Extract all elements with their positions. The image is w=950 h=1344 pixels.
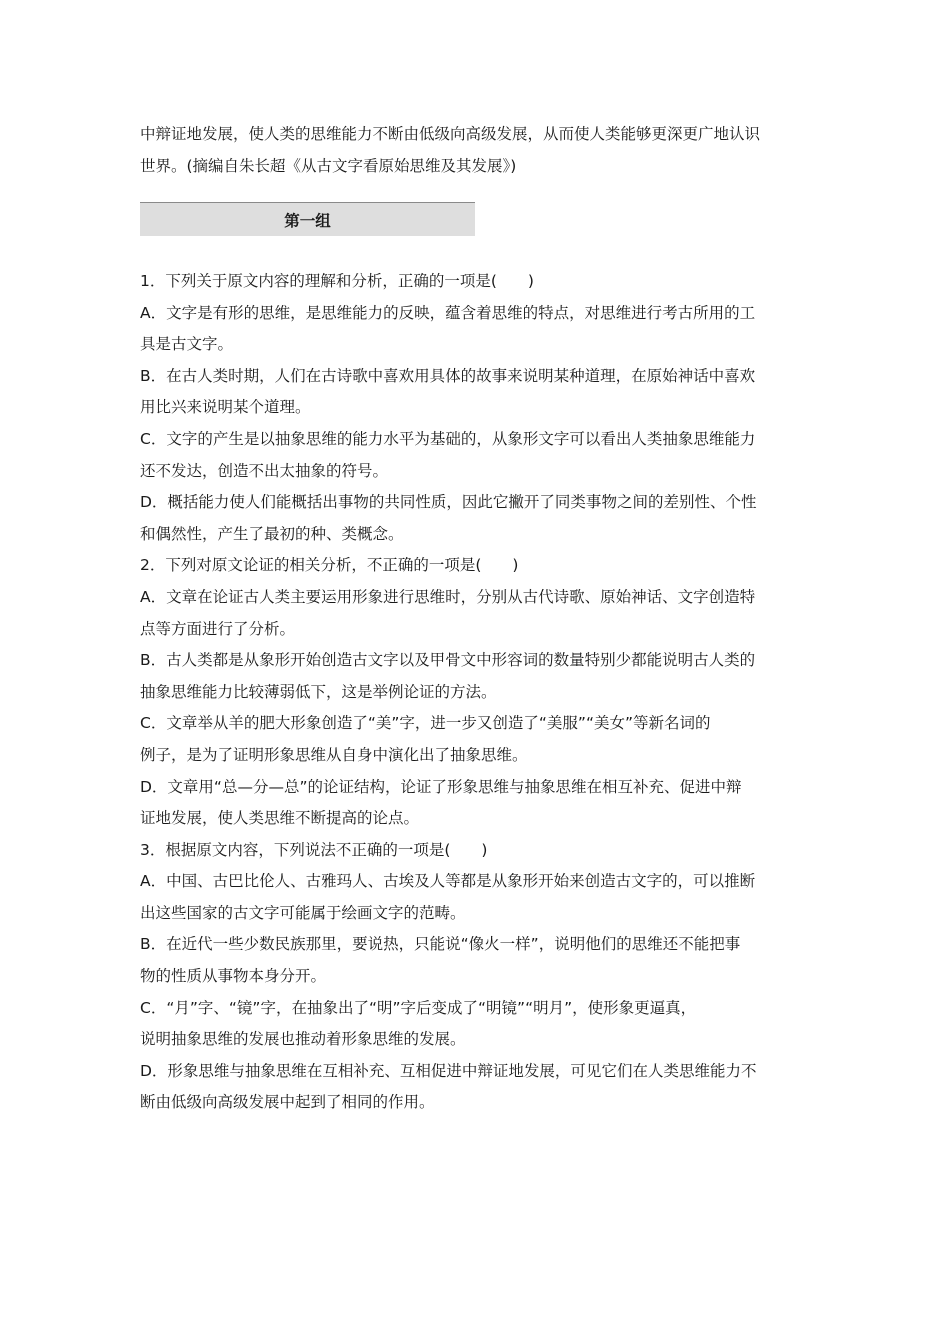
option-c bbox=[140, 993, 830, 1056]
question-stem: 3．根据原文内容，下列说法不正确的一项是( ) bbox=[140, 840, 488, 859]
option-line: 和偶然性，产生了最初的种、类概念。 bbox=[140, 524, 404, 543]
option-line: 抽象思维能力比较薄弱低下，这是举例论证的方法。 bbox=[140, 682, 497, 701]
option-a bbox=[140, 298, 830, 361]
option-d bbox=[140, 487, 830, 550]
option-line: C．“月”字、“镜”字，在抽象出了“明”字后变成了“明镜”“明月”，使形象更逼真， bbox=[140, 998, 697, 1017]
option-line: B．在近代一些少数民族那里，要说热，只能说“像火一样”，说明他们的思维还不能把事 bbox=[140, 935, 741, 954]
option-line: A．文章在论证古人类主要运用形象进行思维时，分别从古代诗歌、原始神话、文字创造特 bbox=[140, 587, 756, 606]
option-line: 出这些国家的古文字可能属于绘画文字的范畴。 bbox=[140, 903, 466, 922]
option-b bbox=[140, 929, 830, 992]
question-list bbox=[140, 266, 830, 1119]
option-b bbox=[140, 361, 830, 424]
option-line: B．在古人类时期，人们在古诗歌中喜欢用具体的故事来说明某种道理，在原始神话中喜欢 bbox=[140, 366, 756, 385]
option-line: 断由低级向高级发展中起到了相同的作用。 bbox=[140, 1093, 435, 1112]
intro-paragraph bbox=[140, 118, 830, 182]
option-line: C．文章举从羊的肥大形象创造了“美”字，进一步又创造了“美服”“美女”等新名词的 bbox=[140, 714, 711, 733]
option-line: 具是古文字。 bbox=[140, 335, 234, 354]
option-line: 证地发展，使人类思维不断提高的论点。 bbox=[140, 809, 420, 828]
option-line: D．文章用“总—分—总”的论证结构，论证了形象思维与抽象思维在相互补充、促进中辩 bbox=[140, 777, 742, 796]
option-line: 还不发达，创造不出太抽象的符号。 bbox=[140, 461, 389, 480]
option-a bbox=[140, 866, 830, 929]
option-line: C．文字的产生是以抽象思维的能力水平为基础的，从象形文字可以看出人类抽象思维能力 bbox=[140, 429, 756, 448]
question-1 bbox=[140, 266, 830, 550]
question-3 bbox=[140, 835, 830, 1119]
question-stem: 2．下列对原文论证的相关分析，不正确的一项是( ) bbox=[140, 556, 519, 575]
option-c bbox=[140, 708, 830, 771]
option-d bbox=[140, 1056, 830, 1119]
option-line: 点等方面进行了分析。 bbox=[140, 619, 296, 638]
option-line: A．中国、古巴比伦人、古雅玛人、古埃及人等都是从象形开始来创造古文字的，可以推断 bbox=[140, 872, 756, 891]
question-stem: 1．下列关于原文内容的理解和分析，正确的一项是( ) bbox=[140, 272, 534, 290]
section-title: 第一组 bbox=[284, 211, 331, 230]
paragraph-line: 中辩证地发展，使人类的思维能力不断由低级向高级发展，从而使人类能够更深更广地认识 bbox=[140, 125, 761, 143]
option-a bbox=[140, 582, 830, 645]
document-page bbox=[140, 118, 830, 1119]
option-c bbox=[140, 424, 830, 487]
option-b bbox=[140, 645, 830, 708]
question-2 bbox=[140, 550, 830, 834]
option-line: 说明抽象思维的发展也推动着形象思维的发展。 bbox=[140, 1030, 466, 1049]
section-header bbox=[140, 202, 475, 236]
option-line: A．文字是有形的思维，是思维能力的反映，蕴含着思维的特点，对思维进行考古所用的工 bbox=[140, 303, 756, 322]
paragraph-line: 世界。(摘编自朱长超《从古文字看原始思维及其发展》) bbox=[140, 157, 517, 175]
option-line: 物的性质从事物本身分开。 bbox=[140, 967, 327, 986]
option-line: 例子，是为了证明形象思维从自身中演化出了抽象思维。 bbox=[140, 745, 528, 764]
option-line: D．概括能力使人们能概括出事物的共同性质，因此它撇开了同类事物之间的差别性、个性 bbox=[140, 493, 757, 512]
option-line: B．古人类都是从象形开始创造古文字以及甲骨文中形容词的数量特别少都能说明古人类的 bbox=[140, 651, 756, 670]
option-line: D．形象思维与抽象思维在互相补充、互相促进中辩证地发展，可见它们在人类思维能力不 bbox=[140, 1061, 757, 1080]
option-d bbox=[140, 772, 830, 835]
option-line: 用比兴来说明某个道理。 bbox=[140, 398, 311, 417]
